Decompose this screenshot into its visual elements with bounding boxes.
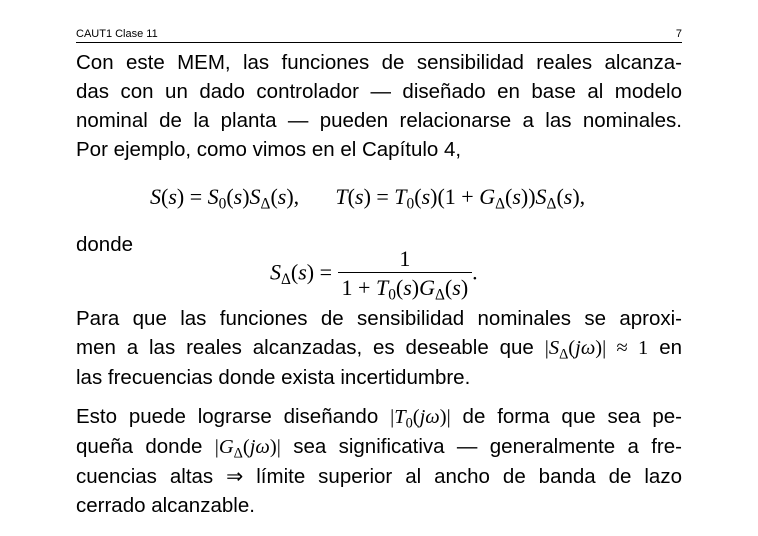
paragraph-intro (76, 48, 682, 164)
equation-sdelta: $S_\Delta(s)$ = $\frac{1}{1 + T_0(s)G_\Delta(s)}$ . (270, 246, 478, 304)
page-number: 7 (675, 28, 682, 40)
text-line: nominal de la planta — pueden relacionarse a las nominales. (76, 109, 682, 132)
paragraph-design (76, 402, 682, 520)
fraction-numerator: 1 (399, 246, 411, 271)
equation-left: S (150, 184, 161, 209)
text-line: Esto puede lograrse diseñando $|T_0(j\omega)|$ de forma que sea pe- (76, 405, 682, 432)
text-line: queña donde $|G_\Delta(j\omega)|$ sea significativa — generalmente a fre- (76, 435, 682, 462)
fraction-denominator: $1 + T_0(s)G_\Delta(s)$ (338, 272, 473, 301)
fraction (338, 246, 473, 304)
text-line: donde (76, 233, 134, 256)
text-line: men a las reales alcanzadas, es deseable que $|S_\Delta(j\omega)| \approx 1$ en (76, 336, 682, 363)
text-line: cuencias altas ⇒ límite superior al ancho de banda de lazo (76, 465, 682, 488)
page-header (76, 24, 682, 44)
header-rule (76, 42, 682, 43)
text-line: Con este MEM, las funciones de sensibilidad reales alcanza- (76, 51, 682, 74)
text-line: Para que las funciones de sensibilidad nominales se aproxi- (76, 307, 682, 330)
text-line: Por ejemplo, como vimos en el Capítulo 4, (76, 138, 462, 161)
text-line: cerrado alcanzable. (76, 494, 255, 517)
text-line: las frecuencias donde exista incertidumbre. (76, 366, 471, 389)
text-line: das con un dado controlador — diseñado en base al modelo (76, 80, 682, 103)
equation-sensitivity-relations: $S(s) = S_0(s)S_\Delta(s)$, $T(s) = T_0(s)(1 + G_\Delta(s))S_\Delta(s)$, (150, 184, 586, 213)
paragraph-approx (76, 304, 682, 392)
course-title: CAUT1 Clase 11 (76, 28, 158, 40)
